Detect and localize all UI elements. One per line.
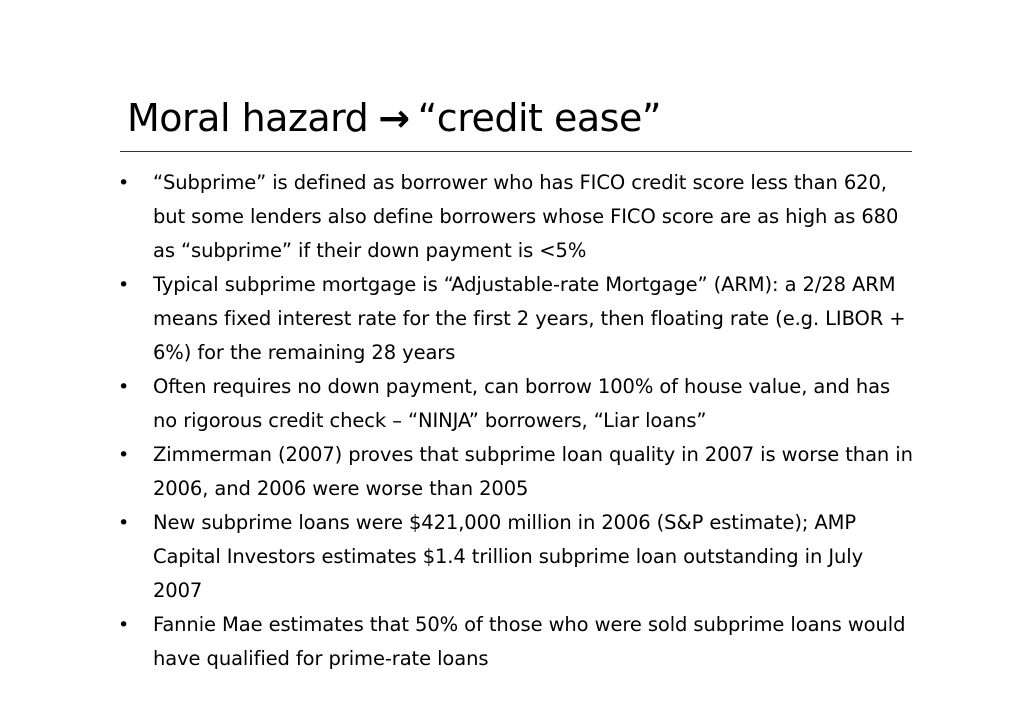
title-left-text: Moral hazard [127,96,369,140]
slide-title [127,90,917,146]
bullet-text: Typical subprime mortgage is “Adjustable-rate Mortgage” (ARM): a 2/28 ARM means fixed interest rate for the first 2 years, then floating rate (e.g. LIBOR + 6%) for the remaining 28 years [153,273,906,364]
bullet-icon: • [118,274,130,296]
bullet-icon: • [118,444,130,466]
list-item [118,370,918,438]
bullet-icon: • [118,512,130,534]
title-right-text: “credit ease” [417,96,662,140]
bullet-text: Zimmerman (2007) proves that subprime loan quality in 2007 is worse than in 2006, and 2006 were worse than 2005 [153,443,913,500]
list-item [118,166,918,268]
list-item [118,608,918,676]
list-item [118,506,918,608]
title-underline [120,151,912,152]
list-item [118,438,918,506]
bullet-text: New subprime loans were $421,000 million in 2006 (S&P estimate); AMP Capital Investors estimates $1.4 trillion subprime loan outstanding in July 2007 [153,511,864,602]
bullet-text: Often requires no down payment, can borrow 100% of house value, and has no rigorous credit check – “NINJA” borrowers, “Liar loans” [153,375,891,432]
bullet-icon: • [118,172,130,194]
bullet-text: Fannie Mae estimates that 50% of those who were sold subprime loans would have qualified for prime-rate loans [153,613,906,670]
list-item [118,268,918,370]
bullet-icon: • [118,376,130,398]
bullet-text: “Subprime” is defined as borrower who has FICO credit score less than 620, but some lenders also define borrowers whose FICO score are as high as 680 as “subprime” if their down payment is <5% [153,171,899,262]
right-arrow-icon: → [378,96,410,140]
bullet-list [118,166,918,676]
bullet-icon: • [118,614,130,636]
